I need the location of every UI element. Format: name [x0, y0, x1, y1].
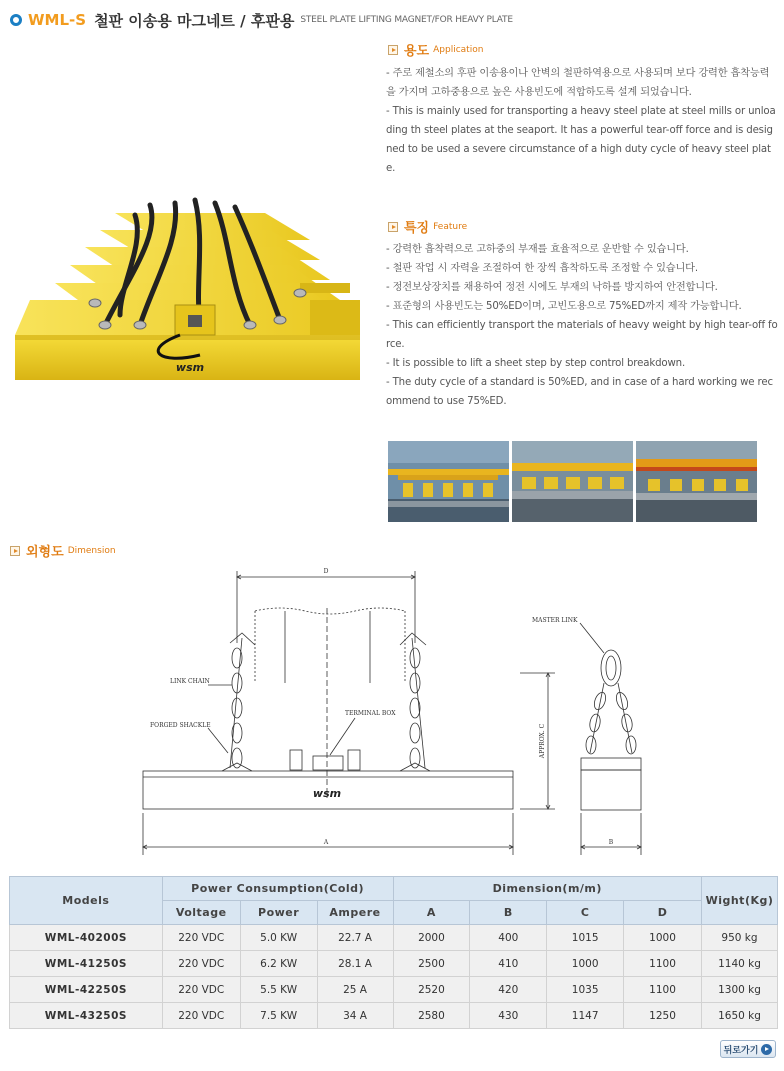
cell-weight: 1140 kg: [701, 951, 777, 977]
cell-ampere: 34 A: [317, 1003, 393, 1029]
cell-a: 2580: [393, 1003, 470, 1029]
product-logo: wsm: [175, 361, 205, 374]
back-button[interactable]: [720, 1040, 776, 1058]
forged-shackle-label: FORGED SHACKLE: [150, 722, 211, 729]
dim-b-label: B: [608, 839, 614, 846]
circle-bullet-icon: [10, 14, 22, 26]
dim-a-label: A: [323, 839, 329, 846]
cell-weight: 1300 kg: [701, 977, 777, 1003]
feature-item: - 강력한 흡착력으로 고하중의 부재를 효율적으로 운반할 수 있습니다.: [386, 244, 689, 255]
arrow-bullet-icon: [388, 45, 398, 55]
cell-a: 2500: [393, 951, 470, 977]
cell-a: 2000: [393, 925, 470, 951]
product-photo: [10, 185, 370, 385]
cell-ampere: 25 A: [317, 977, 393, 1003]
arrow-right-icon: [761, 1044, 772, 1055]
drawing-logo: wsm: [312, 787, 342, 800]
cell-c: 1015: [547, 925, 624, 951]
cell-b: 420: [470, 977, 547, 1003]
dimension-heading-kor: 외형도: [26, 545, 64, 560]
cell-power: 5.0 KW: [240, 925, 317, 951]
dimension-drawing: [130, 563, 650, 858]
header-a: A: [393, 901, 470, 925]
back-button-label: 뒤로가기: [723, 1045, 759, 1056]
application-text: [386, 64, 778, 178]
cell-d: 1250: [624, 1003, 702, 1029]
terminal-box-label: TERMINAL BOX: [345, 710, 396, 717]
cell-d: 1100: [624, 977, 702, 1003]
dimension-heading: [10, 541, 116, 560]
application-photo-2: [512, 441, 633, 522]
cell-c: 1147: [547, 1003, 624, 1029]
master-link-label: MASTER LINK: [532, 617, 578, 624]
cell-power: 7.5 KW: [240, 1003, 317, 1029]
cell-voltage: 220 VDC: [162, 925, 240, 951]
arrow-bullet-icon: [10, 546, 20, 556]
cell-ampere: 22.7 A: [317, 925, 393, 951]
cell-voltage: 220 VDC: [162, 951, 240, 977]
header-b: B: [470, 901, 547, 925]
link-chain-label: LINK CHAIN: [170, 678, 210, 685]
dimension-heading-eng: Dimension: [67, 545, 116, 556]
cell-model: WML-41250S: [10, 951, 163, 977]
feature-heading: [388, 217, 467, 236]
page-title: 철판 이송용 마그네트 / 후판용: [94, 11, 295, 30]
header-ampere: Ampere: [317, 901, 393, 925]
table-row: [10, 925, 778, 951]
cell-model: WML-43250S: [10, 1003, 163, 1029]
feature-item: - This can efficiently transport the materials of heavy weight by high tear-off force.: [386, 320, 778, 350]
feature-item: - 표준형의 사용빈도는 50%ED이며, 고빈도용으로 75%ED까지 제작 가능합니다.: [386, 301, 742, 312]
cell-voltage: 220 VDC: [162, 1003, 240, 1029]
table-row: [10, 1003, 778, 1029]
header-dimension: Dimension(m/m): [393, 877, 701, 901]
application-heading-kor: 용도: [404, 44, 430, 59]
spec-table: [9, 876, 778, 1029]
cell-model: WML-40200S: [10, 925, 163, 951]
header-power-kw: Power: [240, 901, 317, 925]
table-row: [10, 951, 778, 977]
cell-c: 1035: [547, 977, 624, 1003]
feature-heading-eng: Feature: [433, 221, 468, 232]
feature-item: - 철판 작업 시 자력을 조절하여 한 장씩 흡착하도록 조정할 수 있습니다.: [386, 263, 698, 274]
application-heading: [388, 40, 483, 59]
cell-model: WML-42250S: [10, 977, 163, 1003]
cell-b: 400: [470, 925, 547, 951]
application-kor: - 주로 제철소의 후판 이송용이나 안벽의 철판하역용으로 사용되며 보다 강력한 흡착능력을 가지며 고하중용으로 높은 사용빈도에 적합하도록 설계 되었습니다.: [386, 68, 770, 98]
model-code: WML-S: [28, 11, 87, 29]
header-models: Models: [10, 877, 163, 925]
cell-power: 5.5 KW: [240, 977, 317, 1003]
application-photo-3: [636, 441, 757, 522]
cell-weight: 1650 kg: [701, 1003, 777, 1029]
dim-d-label: D: [323, 568, 329, 575]
header-d: D: [624, 901, 702, 925]
application-photo-1: [388, 441, 509, 522]
header-weight: Wight(Kg): [701, 877, 777, 925]
cell-d: 1000: [624, 925, 702, 951]
cell-voltage: 220 VDC: [162, 977, 240, 1003]
cell-d: 1100: [624, 951, 702, 977]
cell-ampere: 28.1 A: [317, 951, 393, 977]
cell-c: 1000: [547, 951, 624, 977]
application-eng: - This is mainly used for transporting a heavy steel plate at steel mills or unloading th steel plates at the seaport. It has a powerful tear-off force and is designed to be used a severe circumstance of a high duty cycle of heavy steel plate.: [386, 106, 776, 174]
cell-a: 2520: [393, 977, 470, 1003]
page-header: [10, 9, 513, 31]
application-heading-eng: Application: [433, 44, 484, 55]
page-subtitle: STEEL PLATE LIFTING MAGNET/FOR HEAVY PLATE: [300, 15, 513, 25]
cell-power: 6.2 KW: [240, 951, 317, 977]
cell-b: 410: [470, 951, 547, 977]
feature-list: [386, 240, 778, 411]
cell-b: 430: [470, 1003, 547, 1029]
arrow-bullet-icon: [388, 222, 398, 232]
table-row: [10, 977, 778, 1003]
header-power: Power Consumption(Cold): [162, 877, 393, 901]
cell-weight: 950 kg: [701, 925, 777, 951]
header-c: C: [547, 901, 624, 925]
feature-item: - 정전보상장치를 채용하여 정전 시에도 부재의 낙하를 방지하여 안전합니다.: [386, 282, 718, 293]
feature-item: - The duty cycle of a standard is 50%ED, and in case of a hard working we recommend to use 75%ED.: [386, 377, 773, 407]
feature-heading-kor: 특징: [404, 221, 430, 236]
feature-item: - It is possible to lift a sheet step by step control breakdown.: [386, 358, 686, 369]
header-voltage: Voltage: [162, 901, 240, 925]
dim-c-label: APPROX. C: [539, 723, 546, 759]
